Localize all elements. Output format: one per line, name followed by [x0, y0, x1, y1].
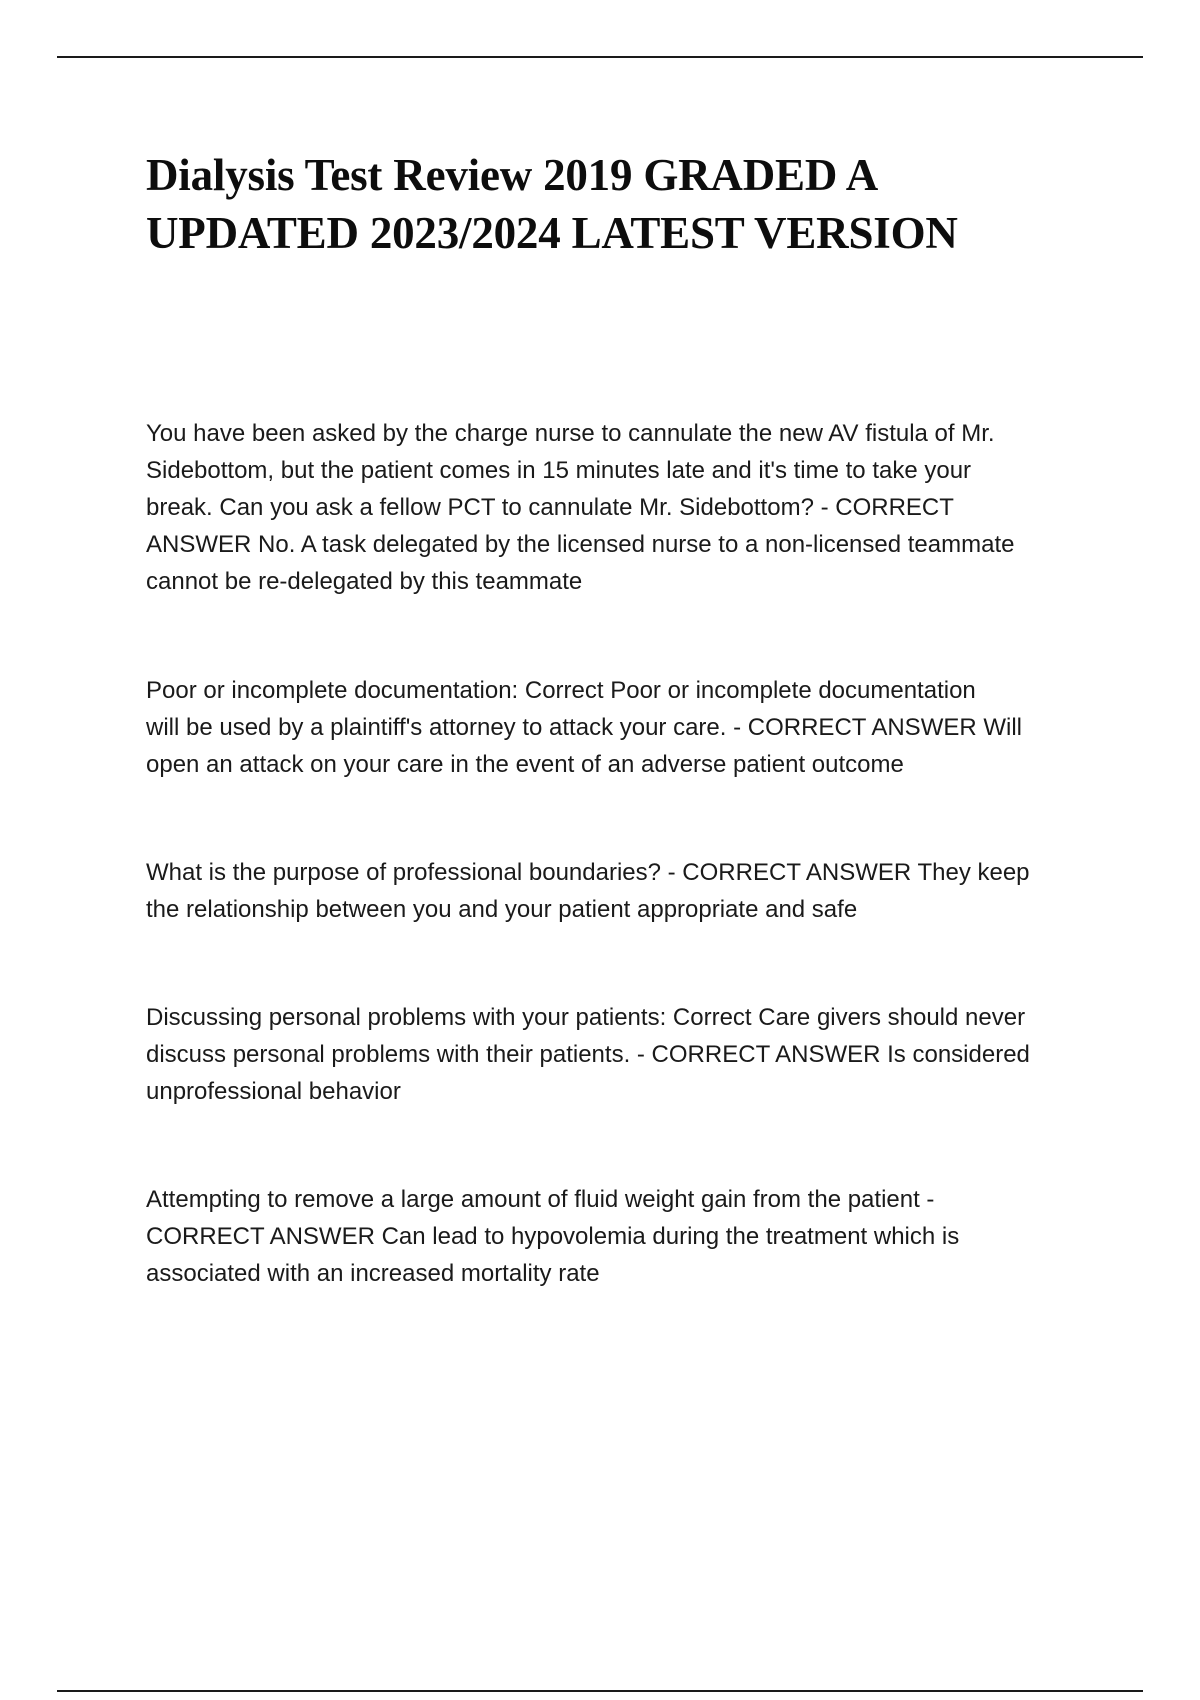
qa-line: What is the purpose of professional boundaries? - CORRECT ANSWER They keep: [146, 859, 1030, 886]
qa-line: Discussing personal problems with your patients: Correct Care givers should never: [146, 1004, 1026, 1031]
qa-line: the relationship between you and your patient appropriate and safe: [146, 896, 858, 923]
qa-line: ANSWER No. A task delegated by the licensed nurse to a non-licensed teammate: [146, 531, 1015, 558]
qa-line: discuss personal problems with their patients. - CORRECT ANSWER Is considered: [146, 1041, 1030, 1068]
bottom-rule: [57, 1690, 1143, 1692]
qa-line: CORRECT ANSWER Can lead to hypovolemia during the treatment which is: [146, 1223, 960, 1250]
top-rule: [57, 56, 1143, 58]
qa-line: unprofessional behavior: [146, 1078, 401, 1105]
qa-line: Attempting to remove a large amount of fluid weight gain from the patient -: [146, 1186, 935, 1213]
qa-line: You have been asked by the charge nurse to cannulate the new AV fistula of Mr.: [146, 420, 995, 447]
document-title: [146, 146, 1106, 262]
title-line: Dialysis Test Review 2019 GRADED A: [146, 150, 878, 200]
qa-item-4: [146, 999, 1106, 1110]
qa-line: will be used by a plaintiff's attorney to attack your care. - CORRECT ANSWER Will: [146, 714, 1022, 741]
qa-item-1: [146, 415, 1106, 600]
qa-line: associated with an increased mortality rate: [146, 1260, 600, 1287]
qa-item-5: [146, 1181, 1106, 1292]
qa-line: break. Can you ask a fellow PCT to cannulate Mr. Sidebottom? - CORRECT: [146, 494, 954, 521]
qa-line: open an attack on your care in the event of an adverse patient outcome: [146, 751, 904, 778]
title-line: UPDATED 2023/2024 LATEST VERSION: [146, 208, 958, 258]
qa-line: Sidebottom, but the patient comes in 15 minutes late and it's time to take your: [146, 457, 972, 484]
qa-item-3: [146, 854, 1106, 928]
qa-line: cannot be re-delegated by this teammate: [146, 568, 583, 595]
qa-line: Poor or incomplete documentation: Correct Poor or incomplete documentation: [146, 677, 976, 704]
qa-item-2: [146, 672, 1106, 783]
